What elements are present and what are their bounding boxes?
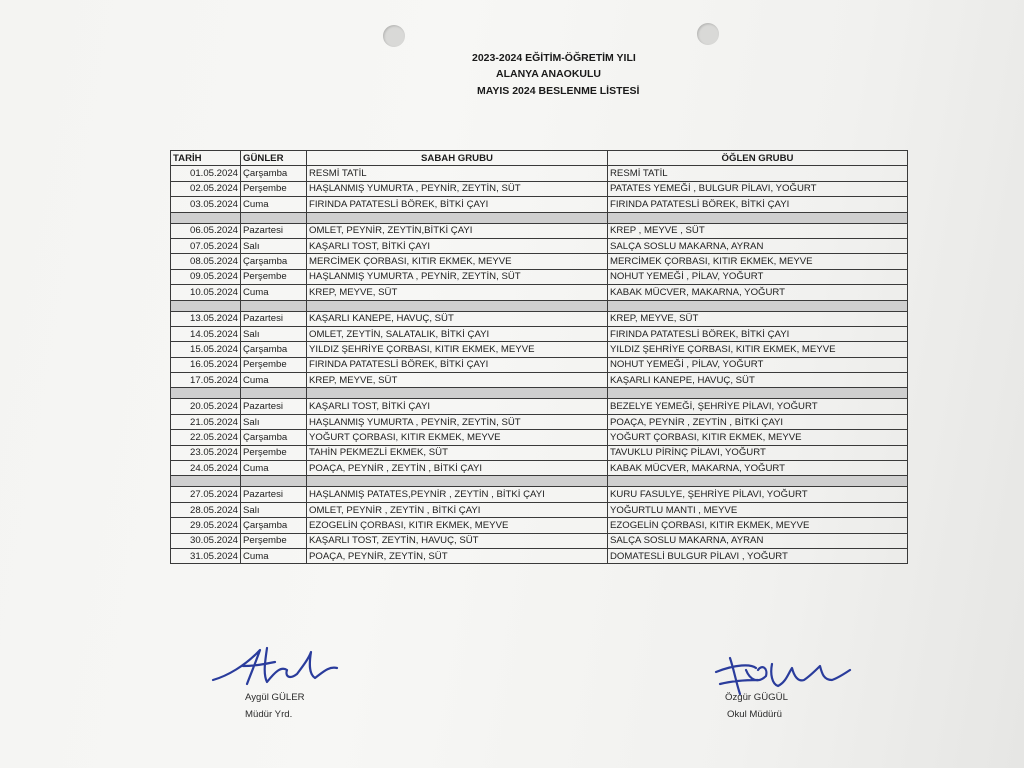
cell-morning-menu: OMLET, PEYNİR, ZEYTİN,BİTKİ ÇAYI xyxy=(307,223,608,238)
cell-day: Cuma xyxy=(241,285,307,300)
cell-noon-menu: KURU FASULYE, ŞEHRİYE PİLAVI, YOĞURT xyxy=(608,487,908,502)
cell-morning-menu: OMLET, PEYNİR , ZEYTİN , BİTKİ ÇAYI xyxy=(307,502,608,517)
cell-date: 30.05.2024 xyxy=(171,533,241,548)
cell-noon-menu: EZOGELİN ÇORBASI, KITIR EKMEK, MEYVE xyxy=(608,518,908,533)
cell-date: 31.05.2024 xyxy=(171,548,241,563)
separator-cell xyxy=(171,388,241,399)
cell-morning-menu: HAŞLANMIŞ YUMURTA , PEYNİR, ZEYTİN, SÜT xyxy=(307,181,608,196)
table-row xyxy=(171,238,908,253)
signature-left xyxy=(205,636,345,696)
table-row xyxy=(171,166,908,181)
separator-cell xyxy=(307,300,608,311)
header-list-title: MAYIS 2024 BESLENME LİSTESİ xyxy=(477,85,640,97)
separator-cell xyxy=(171,212,241,223)
separator-cell xyxy=(171,476,241,487)
cell-noon-menu: SALÇA SOSLU MAKARNA, AYRAN xyxy=(608,238,908,253)
cell-morning-menu: OMLET, ZEYTİN, SALATALIK, BİTKİ ÇAYI xyxy=(307,326,608,341)
cell-day: Salı xyxy=(241,502,307,517)
cell-noon-menu: YOĞURTLU MANTI , MEYVE xyxy=(608,502,908,517)
cell-day: Çarşamba xyxy=(241,166,307,181)
cell-date: 24.05.2024 xyxy=(171,461,241,476)
cell-noon-menu: KABAK MÜCVER, MAKARNA, YOĞURT xyxy=(608,461,908,476)
separator-cell xyxy=(608,212,908,223)
cell-day: Salı xyxy=(241,326,307,341)
cell-day: Perşembe xyxy=(241,269,307,284)
cell-noon-menu: NOHUT YEMEĞİ , PİLAV, YOĞURT xyxy=(608,357,908,372)
cell-day: Cuma xyxy=(241,197,307,212)
cell-noon-menu: YOĞURT ÇORBASI, KITIR EKMEK, MEYVE xyxy=(608,430,908,445)
table-row xyxy=(171,445,908,460)
cell-noon-menu: TAVUKLU PİRİNÇ PİLAVI, YOĞURT xyxy=(608,445,908,460)
signature-right-title: Okul Müdürü xyxy=(727,709,782,720)
cell-date: 29.05.2024 xyxy=(171,518,241,533)
separator-cell xyxy=(608,476,908,487)
cell-date: 22.05.2024 xyxy=(171,430,241,445)
cell-date: 17.05.2024 xyxy=(171,373,241,388)
cell-noon-menu: BEZELYE YEMEĞİ, ŞEHRİYE PİLAVI, YOĞURT xyxy=(608,399,908,414)
cell-noon-menu: KREP, MEYVE, SÜT xyxy=(608,311,908,326)
cell-date: 23.05.2024 xyxy=(171,445,241,460)
cell-date: 28.05.2024 xyxy=(171,502,241,517)
cell-morning-menu: YILDIZ ŞEHRİYE ÇORBASI, KITIR EKMEK, MEYVE xyxy=(307,342,608,357)
cell-morning-menu: YOĞURT ÇORBASI, KITIR EKMEK, MEYVE xyxy=(307,430,608,445)
cell-day: Salı xyxy=(241,238,307,253)
table-row xyxy=(171,223,908,238)
separator-cell xyxy=(241,212,307,223)
cell-morning-menu: POAÇA, PEYNİR, ZEYTİN, SÜT xyxy=(307,548,608,563)
cell-date: 14.05.2024 xyxy=(171,326,241,341)
table-row xyxy=(171,357,908,372)
cell-day: Pazartesi xyxy=(241,399,307,414)
cell-date: 09.05.2024 xyxy=(171,269,241,284)
cell-day: Pazartesi xyxy=(241,311,307,326)
table-row xyxy=(171,548,908,563)
cell-morning-menu: FIRINDA PATATESLİ BÖREK, BİTKİ ÇAYI xyxy=(307,357,608,372)
column-header-noon-group: ÖĞLEN GRUBU xyxy=(608,151,908,166)
header-school-name: ALANYA ANAOKULU xyxy=(496,68,601,80)
cell-date: 01.05.2024 xyxy=(171,166,241,181)
cell-morning-menu: TAHİN PEKMEZLİ EKMEK, SÜT xyxy=(307,445,608,460)
cell-date: 20.05.2024 xyxy=(171,399,241,414)
cell-morning-menu: KREP, MEYVE, SÜT xyxy=(307,373,608,388)
table-row xyxy=(171,430,908,445)
punch-hole-left xyxy=(383,25,405,47)
header-school-year: 2023-2024 EĞİTİM-ÖĞRETİM YILI xyxy=(472,52,636,64)
table-body xyxy=(171,166,908,564)
cell-date: 07.05.2024 xyxy=(171,238,241,253)
cell-morning-menu: KAŞARLI KANEPE, HAVUÇ, SÜT xyxy=(307,311,608,326)
separator-cell xyxy=(241,388,307,399)
table-row xyxy=(171,518,908,533)
cell-day: Salı xyxy=(241,414,307,429)
cell-date: 06.05.2024 xyxy=(171,223,241,238)
signature-left-title: Müdür Yrd. xyxy=(245,709,293,720)
separator-cell xyxy=(241,476,307,487)
table-row xyxy=(171,269,908,284)
table-row xyxy=(171,502,908,517)
signature-right-name: Özgür GÜGÜL xyxy=(725,692,788,703)
week-separator-row xyxy=(171,388,908,399)
cell-morning-menu: KAŞARLI TOST, ZEYTİN, HAVUÇ, SÜT xyxy=(307,533,608,548)
cell-day: Çarşamba xyxy=(241,342,307,357)
column-header-date: TARİH xyxy=(171,151,241,166)
table-row xyxy=(171,487,908,502)
separator-cell xyxy=(608,300,908,311)
cell-morning-menu: HAŞLANMIŞ PATATES,PEYNİR , ZEYTİN , BİTKİ ÇAYI xyxy=(307,487,608,502)
cell-noon-menu: MERCİMEK ÇORBASI, KITIR EKMEK, MEYVE xyxy=(608,254,908,269)
separator-cell xyxy=(608,388,908,399)
cell-noon-menu: KAŞARLI KANEPE, HAVUÇ, SÜT xyxy=(608,373,908,388)
cell-noon-menu: RESMİ TATİL xyxy=(608,166,908,181)
table-row xyxy=(171,181,908,196)
cell-morning-menu: KAŞARLI TOST, BİTKİ ÇAYI xyxy=(307,399,608,414)
cell-day: Çarşamba xyxy=(241,254,307,269)
table-row xyxy=(171,533,908,548)
cell-day: Cuma xyxy=(241,373,307,388)
table-row xyxy=(171,399,908,414)
cell-noon-menu: KREP , MEYVE , SÜT xyxy=(608,223,908,238)
cell-date: 13.05.2024 xyxy=(171,311,241,326)
cell-morning-menu: HAŞLANMIŞ YUMURTA , PEYNİR, ZEYTİN, SÜT xyxy=(307,269,608,284)
cell-day: Çarşamba xyxy=(241,430,307,445)
cell-date: 15.05.2024 xyxy=(171,342,241,357)
signature-left-name: Aygül GÜLER xyxy=(245,692,305,703)
cell-noon-menu: FIRINDA PATATESLİ BÖREK, BİTKİ ÇAYI xyxy=(608,326,908,341)
nutrition-table xyxy=(170,150,908,564)
cell-date: 10.05.2024 xyxy=(171,285,241,300)
separator-cell xyxy=(171,300,241,311)
week-separator-row xyxy=(171,300,908,311)
column-header-morning-group: SABAH GRUBU xyxy=(307,151,608,166)
cell-noon-menu: SALÇA SOSLU MAKARNA, AYRAN xyxy=(608,533,908,548)
cell-day: Perşembe xyxy=(241,357,307,372)
cell-date: 21.05.2024 xyxy=(171,414,241,429)
cell-morning-menu: FIRINDA PATATESLİ BÖREK, BİTKİ ÇAYI xyxy=(307,197,608,212)
cell-day: Çarşamba xyxy=(241,518,307,533)
week-separator-row xyxy=(171,212,908,223)
cell-noon-menu: PATATES YEMEĞİ , BULGUR PİLAVI, YOĞURT xyxy=(608,181,908,196)
table-row xyxy=(171,326,908,341)
table-header-row xyxy=(171,151,908,166)
cell-date: 02.05.2024 xyxy=(171,181,241,196)
cell-day: Pazartesi xyxy=(241,487,307,502)
cell-morning-menu: RESMİ TATİL xyxy=(307,166,608,181)
cell-day: Cuma xyxy=(241,461,307,476)
cell-noon-menu: YILDIZ ŞEHRİYE ÇORBASI, KITIR EKMEK, MEYVE xyxy=(608,342,908,357)
cell-day: Cuma xyxy=(241,548,307,563)
punch-hole-right xyxy=(697,23,719,45)
table-row xyxy=(171,373,908,388)
week-separator-row xyxy=(171,476,908,487)
table-row xyxy=(171,311,908,326)
table-row xyxy=(171,254,908,269)
cell-morning-menu: MERCİMEK ÇORBASI, KITIR EKMEK, MEYVE xyxy=(307,254,608,269)
cell-morning-menu: POAÇA, PEYNİR , ZEYTİN , BİTKİ ÇAYI xyxy=(307,461,608,476)
cell-noon-menu: DOMATESLİ BULGUR PİLAVI , YOĞURT xyxy=(608,548,908,563)
cell-day: Perşembe xyxy=(241,181,307,196)
cell-day: Perşembe xyxy=(241,445,307,460)
cell-date: 27.05.2024 xyxy=(171,487,241,502)
cell-day: Pazartesi xyxy=(241,223,307,238)
separator-cell xyxy=(307,388,608,399)
cell-noon-menu: NOHUT YEMEĞİ , PİLAV, YOĞURT xyxy=(608,269,908,284)
cell-date: 08.05.2024 xyxy=(171,254,241,269)
cell-day: Perşembe xyxy=(241,533,307,548)
cell-morning-menu: KAŞARLI TOST, BİTKİ ÇAYI xyxy=(307,238,608,253)
separator-cell xyxy=(241,300,307,311)
separator-cell xyxy=(307,212,608,223)
cell-morning-menu: KREP, MEYVE, SÜT xyxy=(307,285,608,300)
cell-noon-menu: FIRINDA PATATESLİ BÖREK, BİTKİ ÇAYI xyxy=(608,197,908,212)
cell-noon-menu: KABAK MÜCVER, MAKARNA, YOĞURT xyxy=(608,285,908,300)
cell-noon-menu: POAÇA, PEYNİR , ZEYTİN , BİTKİ ÇAYI xyxy=(608,414,908,429)
separator-cell xyxy=(307,476,608,487)
cell-date: 16.05.2024 xyxy=(171,357,241,372)
cell-morning-menu: HAŞLANMIŞ YUMURTA , PEYNİR, ZEYTİN, SÜT xyxy=(307,414,608,429)
table-row xyxy=(171,285,908,300)
table-row xyxy=(171,342,908,357)
table-row xyxy=(171,414,908,429)
cell-date: 03.05.2024 xyxy=(171,197,241,212)
column-header-day: GÜNLER xyxy=(241,151,307,166)
table-row xyxy=(171,197,908,212)
table-row xyxy=(171,461,908,476)
cell-morning-menu: EZOGELİN ÇORBASI, KITIR EKMEK, MEYVE xyxy=(307,518,608,533)
